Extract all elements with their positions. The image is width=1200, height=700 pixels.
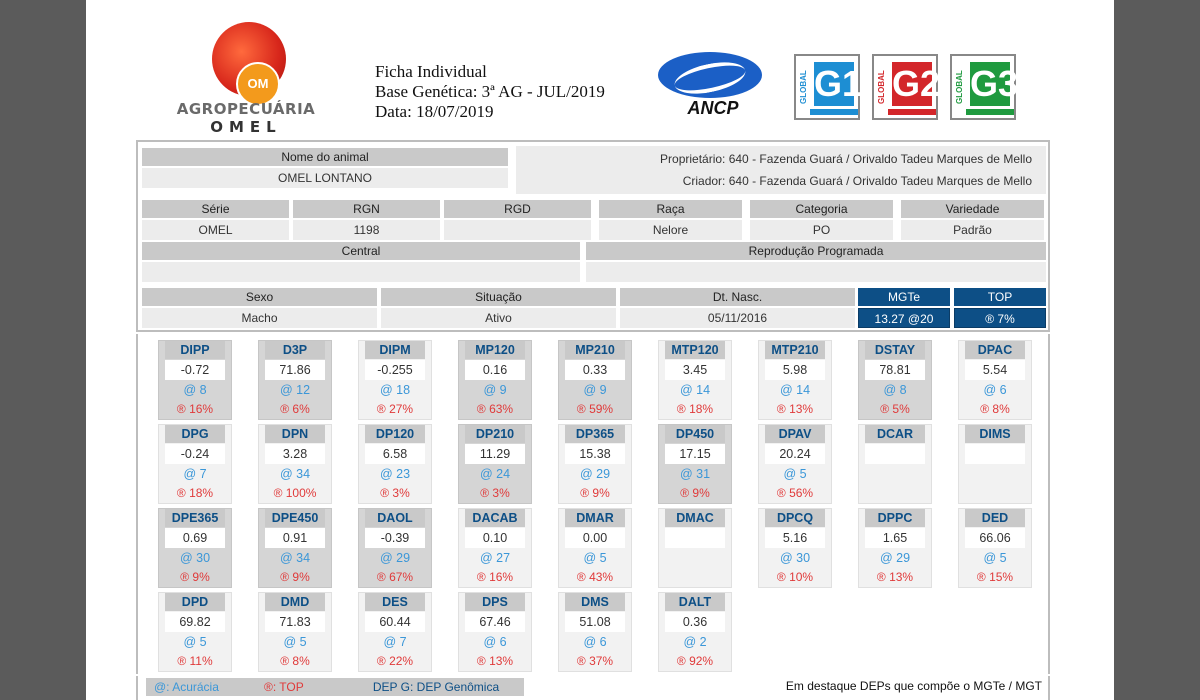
dep-cell-mtp120	[658, 340, 732, 420]
dep-cell-dcar	[858, 424, 932, 504]
dep-name: MP120	[465, 341, 525, 359]
dep-name: DMAC	[665, 509, 725, 527]
dep-name: DMD	[265, 593, 325, 611]
dep-cell-d3p	[258, 340, 332, 420]
dep-name: DED	[965, 509, 1025, 527]
dep-name: MP210	[565, 341, 625, 359]
dep-accuracy: @ 18	[379, 383, 411, 397]
dep-top: ® 16%	[176, 402, 214, 416]
dep-value	[965, 444, 1025, 464]
dep-top: ® 10%	[776, 570, 814, 584]
registry-label: RGN	[293, 200, 440, 218]
dep-accuracy: @ 12	[279, 383, 311, 397]
dep-value: 69.82	[165, 612, 225, 632]
dep-cell-mp210	[558, 340, 632, 420]
dep-top: ® 8%	[980, 402, 1010, 416]
registry-label: Raça	[599, 200, 742, 218]
registry-label: Variedade	[901, 200, 1044, 218]
breeder-text: Criador: 640 - Fazenda Guará / Orivaldo Tadeu Marques de Mello	[682, 174, 1032, 188]
dep-top: ® 6%	[280, 402, 310, 416]
dep-value: 5.54	[965, 360, 1025, 380]
dep-cell-dpg	[158, 424, 232, 504]
dep-cell-dims	[958, 424, 1032, 504]
dep-top: ® 9%	[280, 570, 310, 584]
dep-name: DALT	[665, 593, 725, 611]
dep-top: ® 18%	[176, 486, 214, 500]
dep-value: 67.46	[465, 612, 525, 632]
dep-top: ® 92%	[676, 654, 714, 668]
owner-box	[516, 146, 1046, 194]
dep-accuracy: @ 27	[479, 551, 511, 565]
highlight-note: Em destaque DEPs que compõe o MGTe / MGT	[785, 679, 1042, 693]
badge-underline	[888, 109, 936, 115]
dep-value: 0.91	[265, 528, 325, 548]
page-title: Ficha Individual	[375, 62, 487, 81]
global-g1-badge	[794, 54, 863, 120]
dep-accuracy: @ 6	[583, 635, 607, 649]
dep-cell-dpd	[158, 592, 232, 672]
dep-top: ® 18%	[676, 402, 714, 416]
dep-name: DIMS	[965, 425, 1025, 443]
top-value: ® 7%	[954, 308, 1046, 328]
dep-top: ® 59%	[576, 402, 614, 416]
dep-value: 0.69	[165, 528, 225, 548]
dep-cell-dipp	[158, 340, 232, 420]
dep-name: DSTAY	[865, 341, 925, 359]
dep-name: DP210	[465, 425, 525, 443]
dep-accuracy: @ 14	[679, 383, 711, 397]
dep-cell-dmd	[258, 592, 332, 672]
dep-cell-dmac	[658, 508, 732, 588]
dep-value: 5.98	[765, 360, 825, 380]
dep-accuracy: @ 34	[279, 467, 311, 481]
badge-side-label: GLOBAL	[877, 70, 886, 104]
dep-value: 17.15	[665, 444, 725, 464]
registry-value: 1198	[293, 220, 440, 240]
dep-top: ® 9%	[180, 570, 210, 584]
dep-cell-dms	[558, 592, 632, 672]
dep-name: DCAR	[865, 425, 925, 443]
dep-accuracy: @ 23	[379, 467, 411, 481]
dep-name: DPN	[265, 425, 325, 443]
dep-value: 60.44	[365, 612, 425, 632]
dep-cell-dp365	[558, 424, 632, 504]
dep-top: ® 13%	[476, 654, 514, 668]
title-block	[375, 62, 605, 122]
dep-name: MTP210	[765, 341, 825, 359]
dep-top: ® 22%	[376, 654, 414, 668]
dep-name: DP450	[665, 425, 725, 443]
dep-cell-des	[358, 592, 432, 672]
dep-accuracy: @ 8	[883, 383, 907, 397]
dep-name: DPG	[165, 425, 225, 443]
dep-name: DPAC	[965, 341, 1025, 359]
legend-accuracy: @: Acurácia	[146, 678, 256, 696]
dep-name: DPCQ	[765, 509, 825, 527]
dep-value: 3.45	[665, 360, 725, 380]
repro-value	[586, 262, 1046, 282]
dep-value: 51.08	[565, 612, 625, 632]
dep-cell-dstay	[858, 340, 932, 420]
dep-top: ® 13%	[776, 402, 814, 416]
dep-accuracy: @ 31	[679, 467, 711, 481]
dep-top: ® 63%	[476, 402, 514, 416]
dep-cell-dps	[458, 592, 532, 672]
dep-name: DPPC	[865, 509, 925, 527]
logo-text-omel: OMEL	[210, 118, 282, 136]
mgte-label: MGTe	[858, 288, 950, 306]
status-label: Situação	[381, 288, 616, 306]
legend-dep-genomica: DEP G: DEP Genômica	[348, 678, 524, 696]
dep-value: 0.16	[465, 360, 525, 380]
dep-accuracy: @ 6	[483, 635, 507, 649]
dep-cell-dpav	[758, 424, 832, 504]
logo-mark: OM	[236, 62, 280, 106]
owner-text: Proprietário: 640 - Fazenda Guará / Orivaldo Tadeu Marques de Mello	[660, 152, 1032, 166]
dep-cell-dmar	[558, 508, 632, 588]
badge-letter: G3	[970, 63, 1019, 104]
dep-top: ® 5%	[880, 402, 910, 416]
dep-top: ® 37%	[576, 654, 614, 668]
dep-value: -0.24	[165, 444, 225, 464]
dep-name: D3P	[265, 341, 325, 359]
dep-cell-ded	[958, 508, 1032, 588]
dep-name: DIPM	[365, 341, 425, 359]
dep-value	[665, 528, 725, 548]
dep-cell-dpcq	[758, 508, 832, 588]
dep-accuracy: @ 5	[783, 467, 807, 481]
dep-top: ® 56%	[776, 486, 814, 500]
status-label: Dt. Nasc.	[620, 288, 855, 306]
registry-label: Série	[142, 200, 289, 218]
dep-name: MTP120	[665, 341, 725, 359]
animal-name: OMEL LONTANO	[142, 168, 508, 188]
dep-cell-dpac	[958, 340, 1032, 420]
badge-letter: G1	[814, 63, 863, 104]
dep-accuracy: @ 7	[183, 467, 207, 481]
dep-cell-daol	[358, 508, 432, 588]
central-label: Central	[142, 242, 580, 260]
dep-accuracy: @ 30	[779, 551, 811, 565]
dep-top: ® 8%	[280, 654, 310, 668]
report-date: Data: 18/07/2019	[375, 102, 494, 121]
registry-value: PO	[750, 220, 893, 240]
dep-grid	[136, 334, 1050, 674]
dep-accuracy: @ 7	[383, 635, 407, 649]
dep-accuracy: @ 5	[983, 551, 1007, 565]
badge-side-label: GLOBAL	[799, 70, 808, 104]
dep-accuracy: @ 5	[283, 635, 307, 649]
dep-value: 20.24	[765, 444, 825, 464]
dep-top: ® 9%	[680, 486, 710, 500]
dep-cell-dipm	[358, 340, 432, 420]
dep-top: ® 3%	[480, 486, 510, 500]
dep-cell-dp450	[658, 424, 732, 504]
dep-accuracy: @ 5	[183, 635, 207, 649]
dep-cell-dalt	[658, 592, 732, 672]
badge-underline	[810, 109, 858, 115]
dep-value: 11.29	[465, 444, 525, 464]
animal-info-panel	[136, 140, 1050, 332]
dep-accuracy: @ 30	[179, 551, 211, 565]
registry-value	[444, 220, 591, 240]
registry-label: Categoria	[750, 200, 893, 218]
registry-value: Nelore	[599, 220, 742, 240]
dep-cell-dpe450	[258, 508, 332, 588]
badge-letter: G2	[892, 63, 941, 104]
dep-accuracy: @ 29	[579, 467, 611, 481]
dep-value: 66.06	[965, 528, 1025, 548]
dep-value: 0.36	[665, 612, 725, 632]
dep-name: DPE365	[165, 509, 225, 527]
dep-cell-mtp210	[758, 340, 832, 420]
dep-name: DPE450	[265, 509, 325, 527]
global-g2-badge	[872, 54, 941, 120]
dep-value: 0.10	[465, 528, 525, 548]
dep-top: ® 43%	[576, 570, 614, 584]
dep-top: ® 11%	[177, 654, 213, 668]
repro-label: Reprodução Programada	[586, 242, 1046, 260]
dep-cell-dppc	[858, 508, 932, 588]
dep-value: -0.255	[365, 360, 425, 380]
dep-value: -0.72	[165, 360, 225, 380]
dep-name: DP120	[365, 425, 425, 443]
dep-name: DPAV	[765, 425, 825, 443]
omel-logo	[176, 22, 316, 138]
global-g3-badge	[950, 54, 1019, 120]
dep-cell-mp120	[458, 340, 532, 420]
badge-side-label: GLOBAL	[955, 70, 964, 104]
dep-top: ® 67%	[376, 570, 414, 584]
status-value: 05/11/2016	[620, 308, 855, 328]
status-label: Sexo	[142, 288, 377, 306]
dep-accuracy: @ 29	[379, 551, 411, 565]
dep-name: DIPP	[165, 341, 225, 359]
dep-accuracy: @ 9	[583, 383, 607, 397]
base-genetica: Base Genética: 3ª AG - JUL/2019	[375, 82, 605, 101]
dep-top: ® 9%	[580, 486, 610, 500]
dep-value: 0.00	[565, 528, 625, 548]
dep-accuracy: @ 5	[583, 551, 607, 565]
dep-cell-dpn	[258, 424, 332, 504]
registry-value: OMEL	[142, 220, 289, 240]
dep-accuracy: @ 29	[879, 551, 911, 565]
name-label: Nome do animal	[142, 148, 508, 166]
dep-cell-dacab	[458, 508, 532, 588]
dep-name: DMS	[565, 593, 625, 611]
dep-value: 5.16	[765, 528, 825, 548]
dep-name: DPD	[165, 593, 225, 611]
ancp-logo	[656, 52, 766, 124]
dep-value	[865, 444, 925, 464]
dep-name: DPS	[465, 593, 525, 611]
dep-name: DES	[365, 593, 425, 611]
dep-name: DAOL	[365, 509, 425, 527]
dep-accuracy: @ 8	[183, 383, 207, 397]
top-label: TOP	[954, 288, 1046, 306]
legend-footer	[136, 676, 1050, 700]
legend-top: ®: TOP	[256, 678, 348, 696]
status-value: Ativo	[381, 308, 616, 328]
dep-value: 71.83	[265, 612, 325, 632]
dep-value: 71.86	[265, 360, 325, 380]
dep-cell-dpe365	[158, 508, 232, 588]
dep-accuracy: @ 9	[483, 383, 507, 397]
dep-accuracy: @ 24	[479, 467, 511, 481]
mgte-value: 13.27 @20	[858, 308, 950, 328]
dep-value: 3.28	[265, 444, 325, 464]
status-value: Macho	[142, 308, 377, 328]
dep-cell-dp210	[458, 424, 532, 504]
dep-accuracy: @ 34	[279, 551, 311, 565]
dep-value: 78.81	[865, 360, 925, 380]
dep-cell-dp120	[358, 424, 432, 504]
dep-accuracy: @ 2	[683, 635, 707, 649]
central-value	[142, 262, 580, 282]
dep-top: ® 13%	[876, 570, 914, 584]
logo-text-agropecuaria: AGROPECUÁRIA	[176, 100, 316, 118]
ancp-label: ANCP	[687, 98, 739, 118]
dep-name: DMAR	[565, 509, 625, 527]
dep-top: ® 27%	[376, 402, 414, 416]
dep-accuracy: @ 6	[983, 383, 1007, 397]
registry-value: Padrão	[901, 220, 1044, 240]
dep-name: DP365	[565, 425, 625, 443]
dep-value: 6.58	[365, 444, 425, 464]
registry-label: RGD	[444, 200, 591, 218]
dep-top: ® 3%	[380, 486, 410, 500]
dep-top: ® 15%	[976, 570, 1014, 584]
dep-value: -0.39	[365, 528, 425, 548]
dep-value: 15.38	[565, 444, 625, 464]
badge-underline	[966, 109, 1014, 115]
dep-name: DACAB	[465, 509, 525, 527]
dep-value: 0.33	[565, 360, 625, 380]
dep-accuracy: @ 14	[779, 383, 811, 397]
document-page	[86, 0, 1114, 700]
dep-top: ® 100%	[273, 486, 317, 500]
dep-top: ® 16%	[476, 570, 514, 584]
dep-value: 1.65	[865, 528, 925, 548]
